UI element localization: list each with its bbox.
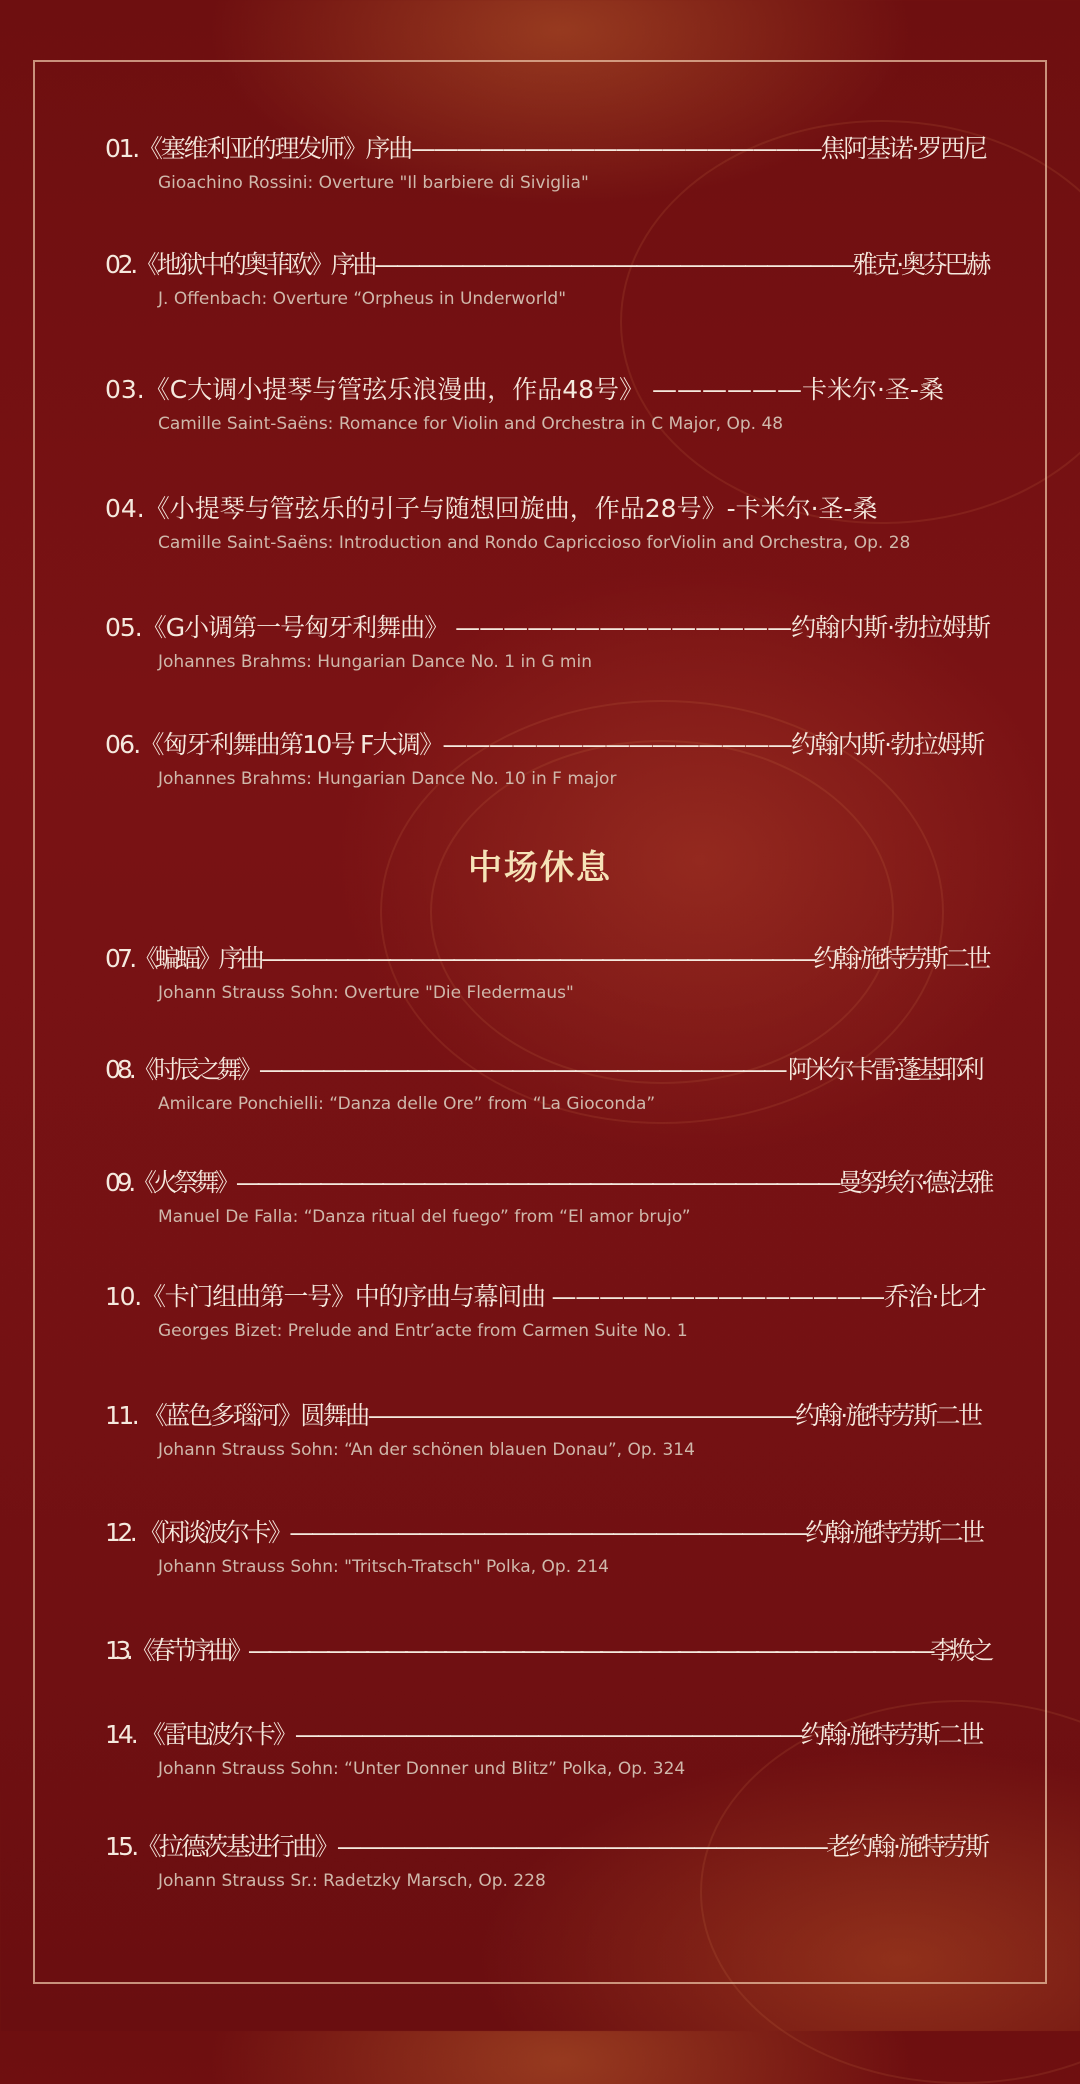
- program-item-title-en: Georges Bizet: Prelude and Entr’acte from Carmen Suite No. 1: [158, 1321, 688, 1341]
- program-item-title-en: Camille Saint-Saëns: Romance for Violin and Orchestra in C Major, Op. 48: [158, 414, 784, 434]
- program-item-title-zh: 03.《C大调小提琴与管弦乐浪漫曲，作品48号》 ——————卡米尔·圣-桑: [105, 375, 944, 404]
- program-item-title-zh: 06.《匈牙利舞曲第10号 F大调》———————————————约翰内斯·勃拉姆斯: [105, 730, 984, 759]
- program-item-title-en: Johann Strauss Sohn: Overture "Die Fledermaus": [158, 983, 574, 1003]
- program-item-title-zh: 05.《G小调第一号匈牙利舞曲》 ——————————————约翰内斯·勃拉姆斯: [105, 613, 991, 642]
- intermission-heading: 中场休息: [468, 848, 612, 888]
- program-frame: [33, 60, 1047, 1984]
- program-item-title-en: Gioachino Rossini: Overture "Il barbiere di Siviglia": [158, 173, 589, 193]
- program-item-title-en: Manuel De Falla: “Danza ritual del fuego” from “El amor brujo”: [158, 1207, 691, 1227]
- program-item-title-zh: 09.《火祭舞》—————————————————————————————曼努埃尔·德·法雅: [105, 1168, 991, 1197]
- program-item-title-zh: 04.《小提琴与管弦乐的引子与随想回旋曲，作品28号》-卡米尔·圣-桑: [105, 494, 878, 523]
- program-item-title-en: Johannes Brahms: Hungarian Dance No. 1 in G min: [158, 652, 592, 672]
- program-item-title-zh: 07.《蝙蝠》序曲——————————————————————————约翰·施特劳斯二世: [105, 944, 988, 973]
- program-item-title-zh: 08.《时辰之舞》————————————————————————— 阿米尔卡雷·蓬基耶利: [105, 1055, 981, 1084]
- program-item-title-zh: 15.《拉德茨基进行曲》——————————————————————老约翰·施特劳斯: [105, 1832, 988, 1861]
- program-item-title-zh: 12. 《闲谈波尔卡》————————————————————————约翰·施特劳斯二世: [105, 1518, 982, 1547]
- program-item-title-en: Johann Strauss Sr.: Radetzky Marsch, Op. 228: [158, 1871, 546, 1891]
- program-item-title-zh: 10.《卡门组曲第一号》中的序曲与幕间曲 ——————————————乔治·比才: [105, 1282, 986, 1311]
- program-item-title-en: Johannes Brahms: Hungarian Dance No. 10 in F major: [158, 769, 617, 789]
- program-item-title-en: Johann Strauss Sohn: “An der schönen blauen Donau”, Op. 314: [158, 1440, 695, 1460]
- program-item-title-zh: 13. 《春节序曲》———————————————————————————————————李焕之: [105, 1636, 989, 1665]
- program-item-title-en: Johann Strauss Sohn: "Tritsch-Tratsch" Polka, Op. 214: [158, 1557, 609, 1577]
- program-item-title-zh: 01.《塞维利亚的理发师》序曲——————————————————焦阿基诺·罗西尼: [105, 134, 986, 163]
- program-item-title-zh: 02.《地狱中的奥菲欧》序曲——————————————————————雅克·奥芬巴赫: [105, 250, 988, 279]
- program-item-title-en: Amilcare Ponchielli: “Danza delle Ore” from “La Gioconda”: [158, 1094, 656, 1114]
- program-item-title-en: Camille Saint-Saëns: Introduction and Rondo Capriccioso forViolin and Orchestra, Op. 28: [158, 533, 911, 553]
- program-item-title-en: Johann Strauss Sohn: “Unter Donner und Blitz” Polka, Op. 324: [158, 1759, 686, 1779]
- program-item-title-en: J. Offenbach: Overture “Orpheus in Underworld": [158, 289, 567, 309]
- program-item-title-zh: 11. 《蓝色多瑙河》圆舞曲———————————————————约翰·施特劳斯二世: [105, 1401, 981, 1430]
- program-item-title-zh: 14. 《雷电波尔卡》———————————————————————约翰·施特劳斯二世: [105, 1720, 982, 1749]
